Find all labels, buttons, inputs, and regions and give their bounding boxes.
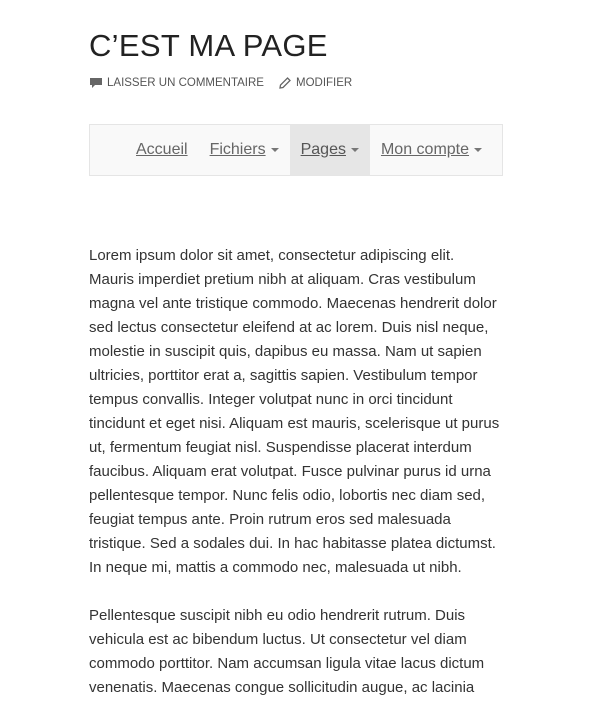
- nav-item-accueil[interactable]: [125, 125, 199, 175]
- page-title: C’EST MA PAGE: [89, 28, 328, 63]
- nav-item-mon-compte[interactable]: [370, 125, 493, 175]
- content-paragraph: Pellentesque suscipit nibh eu odio hendrerit rutrum. Duis vehicula est ac bibendum luctus. Ut consectetur vel diam commodo porttitor. Nam accumsan ligula vitae lacus dictum venenatis. Maecenas congue sollicitudin augue, ac lacinia: [89, 607, 485, 696]
- edit-link[interactable]: [278, 77, 352, 89]
- main-navbar: [89, 124, 503, 176]
- nav-item-fichiers[interactable]: [199, 125, 290, 175]
- content-paragraph: Lorem ipsum dolor sit amet, consectetur adipiscing elit. Mauris imperdiet pretium nibh at aliquam. Cras vestibulum magna vel ante tristique commodo. Maecenas hendrerit dolor sed lectus consectetur eleifend at ac lorem. Duis nisl neque, molestie in suscipit quis, dapibus eu massa. Nam ut sapien ultricies, porttitor erat a, sagittis sapien. Vestibulum tempor tempus convallis. Integer volutpat nunc in orci tincidunt tincidunt et eget nisi. Aliquam est mauris, scelerisque ut purus ut, fermentum feugiat nisl. Suspendisse placerat interdum faucibus. Aliquam erat volutpat. Fusce pulvinar purus id urna pellentesque tempor. Nunc felis odio, lobortis nec diam sed, feugiat tempus ante. Proin rutrum eros sed malesuada tristique. Sed a sodales dui. In hac habitasse platea dictumst. In neque mi, mattis a commodo nec, malesuada ut nibh.: [89, 247, 500, 576]
- nav-item-label: Accueil: [136, 141, 188, 158]
- leave-comment-label: LAISSER UN COMMENTAIRE: [107, 77, 264, 89]
- nav-item-pages[interactable]: [290, 125, 370, 175]
- comment-icon: [89, 77, 103, 89]
- edit-label: MODIFIER: [295, 77, 353, 89]
- entry-meta: [89, 77, 352, 89]
- nav-item-label: Mon compte: [380, 141, 470, 158]
- leave-comment-link[interactable]: [89, 77, 264, 89]
- entry-content: [89, 244, 503, 724]
- caret-down-icon: [271, 148, 279, 152]
- caret-down-icon: [474, 148, 482, 152]
- pencil-icon: [278, 77, 292, 89]
- nav-menu: [125, 125, 493, 175]
- nav-item-label: Fichiers: [209, 141, 266, 158]
- nav-item-label: Pages: [300, 141, 346, 158]
- caret-down-icon: [351, 148, 359, 152]
